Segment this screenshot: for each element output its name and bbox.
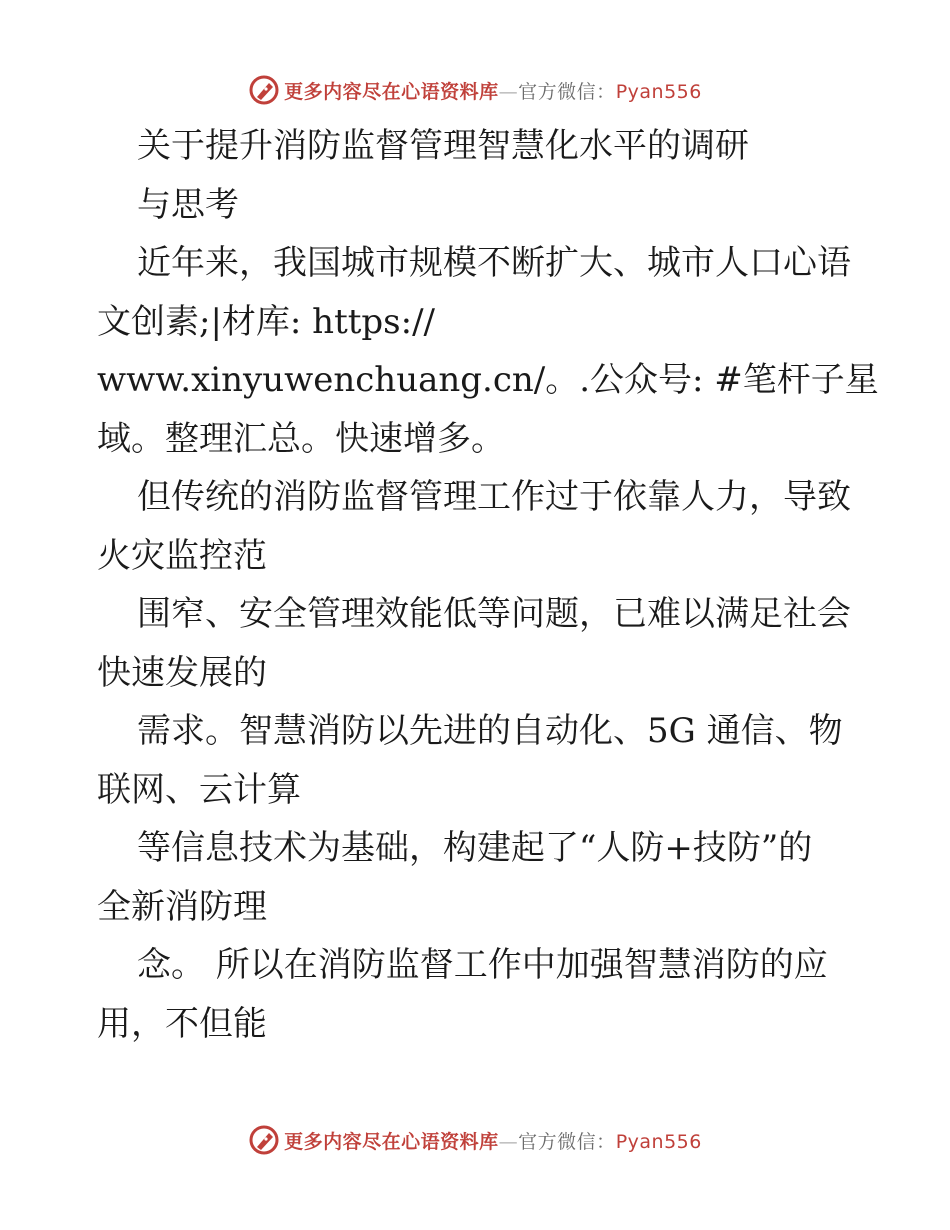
- banner-text: [284, 1127, 702, 1154]
- paragraph-line: 快速发展的: [97, 652, 267, 693]
- pen-nib-circle-icon: [248, 1124, 280, 1156]
- paragraph-line: 围窄、安全管理效能低等问题，已难以满足社会: [137, 594, 851, 634]
- paragraph-line: www.xinyuwenchuang.cn/。.公众号: #笔杆子星: [97, 360, 879, 400]
- paragraph-line: 等信息技术为基础，构建起了“人防+技防”的: [137, 828, 813, 868]
- banner-wechat-id: Pyan556: [615, 80, 702, 103]
- paragraph-line: 需求。智慧消防以先进的自动化、5G 通信、物: [137, 711, 843, 751]
- document-body: [97, 117, 887, 1053]
- banner-wechat-label: 官方微信：: [518, 1130, 616, 1153]
- banner-separator: —: [498, 1130, 519, 1153]
- paragraph-line: 全新消防理: [97, 886, 267, 927]
- paragraph-line: 火灾监控范: [97, 535, 267, 576]
- paragraph-line: 近年来，我国城市规模不断扩大、城市人口心语: [137, 243, 851, 283]
- paragraph-line: 用，不但能: [97, 1003, 267, 1044]
- paragraph-line: 念。 所以在消防监督工作中加强智慧消防的应: [137, 945, 828, 985]
- header-banner: [0, 70, 950, 110]
- pen-nib-circle-icon: [248, 74, 280, 106]
- banner-separator: —: [498, 80, 519, 103]
- banner-main-text: 更多内容尽在心语资料库: [284, 1130, 499, 1153]
- banner-wechat-label: 官方微信：: [518, 80, 616, 103]
- document-title-line: 与思考: [137, 184, 239, 225]
- paragraph-line: 文创素;|材库: https://: [97, 301, 435, 342]
- banner-wechat-id: Pyan556: [615, 1130, 702, 1153]
- footer-banner: [0, 1120, 950, 1160]
- paragraph-line: 域。整理汇总。快速增多。: [97, 418, 505, 459]
- paragraph-line: 但传统的消防监督管理工作过于依靠人力，导致: [137, 477, 851, 517]
- paragraph-line: 联网、云计算: [97, 769, 301, 810]
- banner-main-text: 更多内容尽在心语资料库: [284, 80, 499, 103]
- document-title-line: 关于提升消防监督管理智慧化水平的调研: [137, 126, 749, 166]
- banner-text: [284, 77, 702, 104]
